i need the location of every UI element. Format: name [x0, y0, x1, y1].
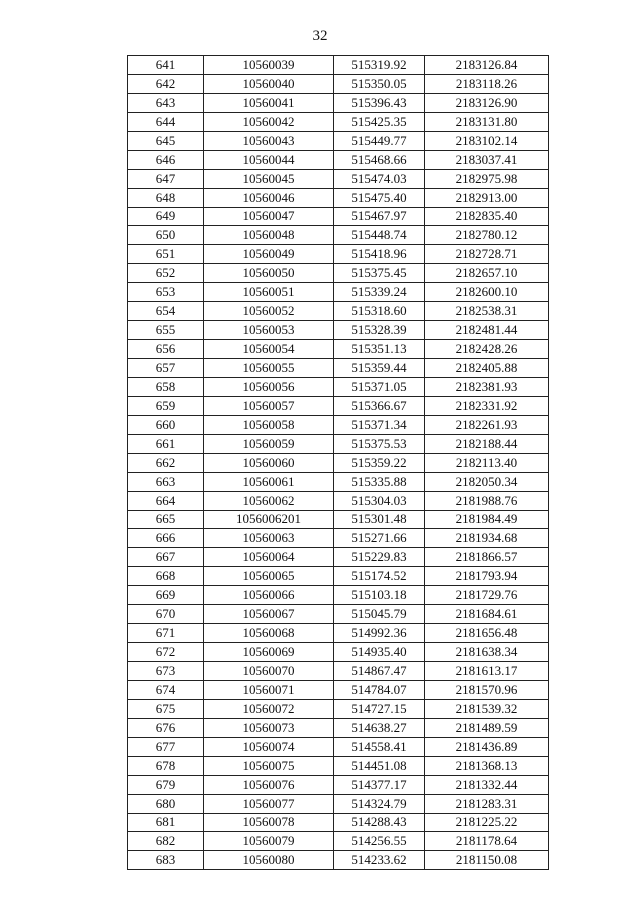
table-row: [128, 207, 549, 226]
point-id-cell: 10560055: [204, 359, 334, 378]
table-row: [128, 472, 549, 491]
y-coordinate-cell: 2182428.26: [425, 340, 549, 359]
x-coordinate-cell: 515304.03: [334, 491, 425, 510]
y-coordinate-cell: 2182835.40: [425, 207, 549, 226]
table-row: [128, 510, 549, 529]
table-row: [128, 529, 549, 548]
y-coordinate-cell: 2181934.68: [425, 529, 549, 548]
point-number-cell: 646: [128, 150, 204, 169]
x-coordinate-cell: 515359.22: [334, 453, 425, 472]
point-id-cell: 10560054: [204, 340, 334, 359]
point-id-cell: 10560048: [204, 226, 334, 245]
y-coordinate-cell: 2182381.93: [425, 377, 549, 396]
x-coordinate-cell: 515319.92: [334, 56, 425, 75]
table-row: [128, 434, 549, 453]
point-id-cell: 10560067: [204, 605, 334, 624]
point-number-cell: 678: [128, 756, 204, 775]
x-coordinate-cell: 515351.13: [334, 340, 425, 359]
y-coordinate-cell: 2181684.61: [425, 605, 549, 624]
point-number-cell: 682: [128, 832, 204, 851]
point-id-cell: 10560062: [204, 491, 334, 510]
point-number-cell: 658: [128, 377, 204, 396]
point-number-cell: 683: [128, 851, 204, 870]
y-coordinate-cell: 2181150.08: [425, 851, 549, 870]
table-row: [128, 586, 549, 605]
point-id-cell: 10560040: [204, 74, 334, 93]
point-number-cell: 653: [128, 283, 204, 302]
table-row: [128, 567, 549, 586]
point-number-cell: 651: [128, 245, 204, 264]
table-row: [128, 283, 549, 302]
table-row: [128, 264, 549, 283]
table-row: [128, 737, 549, 756]
x-coordinate-cell: 515045.79: [334, 605, 425, 624]
table-row: [128, 377, 549, 396]
x-coordinate-cell: 515318.60: [334, 302, 425, 321]
y-coordinate-cell: 2182188.44: [425, 434, 549, 453]
point-number-cell: 644: [128, 112, 204, 131]
y-coordinate-cell: 2181436.89: [425, 737, 549, 756]
point-number-cell: 672: [128, 643, 204, 662]
y-coordinate-cell: 2182600.10: [425, 283, 549, 302]
point-id-cell: 10560071: [204, 680, 334, 699]
x-coordinate-cell: 515339.24: [334, 283, 425, 302]
y-coordinate-cell: 2182780.12: [425, 226, 549, 245]
point-id-cell: 10560068: [204, 624, 334, 643]
point-number-cell: 661: [128, 434, 204, 453]
point-id-cell: 10560078: [204, 813, 334, 832]
x-coordinate-cell: 515468.66: [334, 150, 425, 169]
x-coordinate-cell: 514727.15: [334, 699, 425, 718]
table-row: [128, 131, 549, 150]
point-number-cell: 660: [128, 415, 204, 434]
table-row: [128, 188, 549, 207]
x-coordinate-cell: 514324.79: [334, 794, 425, 813]
table-row: [128, 302, 549, 321]
point-id-cell: 10560060: [204, 453, 334, 472]
point-number-cell: 675: [128, 699, 204, 718]
point-id-cell: 10560058: [204, 415, 334, 434]
point-id-cell: 10560063: [204, 529, 334, 548]
point-number-cell: 670: [128, 605, 204, 624]
y-coordinate-cell: 2181489.59: [425, 718, 549, 737]
y-coordinate-cell: 2182975.98: [425, 169, 549, 188]
point-number-cell: 657: [128, 359, 204, 378]
table-row: [128, 245, 549, 264]
point-number-cell: 676: [128, 718, 204, 737]
point-id-cell: 10560075: [204, 756, 334, 775]
point-number-cell: 665: [128, 510, 204, 529]
point-number-cell: 649: [128, 207, 204, 226]
table-row: [128, 112, 549, 131]
table-row: [128, 756, 549, 775]
x-coordinate-cell: 515271.66: [334, 529, 425, 548]
y-coordinate-cell: 2181225.22: [425, 813, 549, 832]
y-coordinate-cell: 2181638.34: [425, 643, 549, 662]
y-coordinate-cell: 2181283.31: [425, 794, 549, 813]
table-row: [128, 794, 549, 813]
x-coordinate-cell: 514256.55: [334, 832, 425, 851]
x-coordinate-cell: 515335.88: [334, 472, 425, 491]
point-id-cell: 10560053: [204, 321, 334, 340]
point-id-cell: 10560056: [204, 377, 334, 396]
x-coordinate-cell: 514233.62: [334, 851, 425, 870]
table-row: [128, 662, 549, 681]
point-id-cell: 10560046: [204, 188, 334, 207]
y-coordinate-cell: 2181984.49: [425, 510, 549, 529]
table-row: [128, 74, 549, 93]
x-coordinate-cell: 515359.44: [334, 359, 425, 378]
point-number-cell: 643: [128, 93, 204, 112]
table-row: [128, 718, 549, 737]
x-coordinate-cell: 515375.53: [334, 434, 425, 453]
point-id-cell: 10560051: [204, 283, 334, 302]
x-coordinate-cell: 514935.40: [334, 643, 425, 662]
point-number-cell: 647: [128, 169, 204, 188]
point-id-cell: 10560045: [204, 169, 334, 188]
table-row: [128, 832, 549, 851]
y-coordinate-cell: 2182728.71: [425, 245, 549, 264]
y-coordinate-cell: 2181539.32: [425, 699, 549, 718]
y-coordinate-cell: 2181656.48: [425, 624, 549, 643]
y-coordinate-cell: 2182538.31: [425, 302, 549, 321]
point-id-cell: 10560066: [204, 586, 334, 605]
point-id-cell: 10560061: [204, 472, 334, 491]
x-coordinate-cell: 514558.41: [334, 737, 425, 756]
point-id-cell: 10560065: [204, 567, 334, 586]
coordinates-table: [127, 55, 549, 870]
y-coordinate-cell: 2182113.40: [425, 453, 549, 472]
x-coordinate-cell: 514377.17: [334, 775, 425, 794]
point-number-cell: 645: [128, 131, 204, 150]
point-number-cell: 655: [128, 321, 204, 340]
table-row: [128, 699, 549, 718]
x-coordinate-cell: 515366.67: [334, 396, 425, 415]
table-row: [128, 548, 549, 567]
point-id-cell: 1056006201: [204, 510, 334, 529]
point-id-cell: 10560047: [204, 207, 334, 226]
y-coordinate-cell: 2182050.34: [425, 472, 549, 491]
table-row: [128, 851, 549, 870]
y-coordinate-cell: 2181793.94: [425, 567, 549, 586]
point-id-cell: 10560069: [204, 643, 334, 662]
point-number-cell: 671: [128, 624, 204, 643]
y-coordinate-cell: 2181988.76: [425, 491, 549, 510]
x-coordinate-cell: 515448.74: [334, 226, 425, 245]
table-row: [128, 169, 549, 188]
point-id-cell: 10560043: [204, 131, 334, 150]
table-row: [128, 813, 549, 832]
y-coordinate-cell: 2183126.84: [425, 56, 549, 75]
table-row: [128, 643, 549, 662]
table-row: [128, 415, 549, 434]
point-id-cell: 10560064: [204, 548, 334, 567]
x-coordinate-cell: 514638.27: [334, 718, 425, 737]
y-coordinate-cell: 2182481.44: [425, 321, 549, 340]
table-row: [128, 396, 549, 415]
point-number-cell: 664: [128, 491, 204, 510]
y-coordinate-cell: 2182913.00: [425, 188, 549, 207]
y-coordinate-cell: 2183118.26: [425, 74, 549, 93]
x-coordinate-cell: 515229.83: [334, 548, 425, 567]
x-coordinate-cell: 515371.05: [334, 377, 425, 396]
point-id-cell: 10560059: [204, 434, 334, 453]
table-row: [128, 453, 549, 472]
x-coordinate-cell: 515301.48: [334, 510, 425, 529]
point-id-cell: 10560052: [204, 302, 334, 321]
table-row: [128, 340, 549, 359]
point-number-cell: 650: [128, 226, 204, 245]
point-id-cell: 10560077: [204, 794, 334, 813]
point-id-cell: 10560057: [204, 396, 334, 415]
y-coordinate-cell: 2181613.17: [425, 662, 549, 681]
point-number-cell: 673: [128, 662, 204, 681]
point-id-cell: 10560076: [204, 775, 334, 794]
y-coordinate-cell: 2182657.10: [425, 264, 549, 283]
y-coordinate-cell: 2181178.64: [425, 832, 549, 851]
point-id-cell: 10560070: [204, 662, 334, 681]
point-id-cell: 10560072: [204, 699, 334, 718]
y-coordinate-cell: 2183131.80: [425, 112, 549, 131]
y-coordinate-cell: 2182331.92: [425, 396, 549, 415]
x-coordinate-cell: 514451.08: [334, 756, 425, 775]
x-coordinate-cell: 514784.07: [334, 680, 425, 699]
point-number-cell: 669: [128, 586, 204, 605]
point-number-cell: 679: [128, 775, 204, 794]
x-coordinate-cell: 515103.18: [334, 586, 425, 605]
x-coordinate-cell: 515350.05: [334, 74, 425, 93]
y-coordinate-cell: 2181368.13: [425, 756, 549, 775]
point-number-cell: 667: [128, 548, 204, 567]
x-coordinate-cell: 515449.77: [334, 131, 425, 150]
x-coordinate-cell: 515174.52: [334, 567, 425, 586]
point-id-cell: 10560041: [204, 93, 334, 112]
x-coordinate-cell: 515418.96: [334, 245, 425, 264]
y-coordinate-cell: 2181332.44: [425, 775, 549, 794]
x-coordinate-cell: 515328.39: [334, 321, 425, 340]
point-number-cell: 668: [128, 567, 204, 586]
x-coordinate-cell: 515475.40: [334, 188, 425, 207]
y-coordinate-cell: 2183037.41: [425, 150, 549, 169]
y-coordinate-cell: 2181570.96: [425, 680, 549, 699]
table-row: [128, 56, 549, 75]
x-coordinate-cell: 514288.43: [334, 813, 425, 832]
point-number-cell: 662: [128, 453, 204, 472]
y-coordinate-cell: 2182261.93: [425, 415, 549, 434]
point-number-cell: 642: [128, 74, 204, 93]
point-id-cell: 10560079: [204, 832, 334, 851]
point-number-cell: 674: [128, 680, 204, 699]
point-id-cell: 10560080: [204, 851, 334, 870]
y-coordinate-cell: 2183102.14: [425, 131, 549, 150]
coordinates-table-body: [128, 56, 549, 870]
point-number-cell: 677: [128, 737, 204, 756]
point-id-cell: 10560050: [204, 264, 334, 283]
table-row: [128, 624, 549, 643]
x-coordinate-cell: 515474.03: [334, 169, 425, 188]
point-number-cell: 659: [128, 396, 204, 415]
table-row: [128, 605, 549, 624]
y-coordinate-cell: 2183126.90: [425, 93, 549, 112]
x-coordinate-cell: 515371.34: [334, 415, 425, 434]
point-id-cell: 10560039: [204, 56, 334, 75]
y-coordinate-cell: 2182405.88: [425, 359, 549, 378]
table-row: [128, 680, 549, 699]
x-coordinate-cell: 515425.35: [334, 112, 425, 131]
point-id-cell: 10560074: [204, 737, 334, 756]
point-number-cell: 654: [128, 302, 204, 321]
table-row: [128, 93, 549, 112]
page-number: 32: [312, 28, 328, 44]
x-coordinate-cell: 515467.97: [334, 207, 425, 226]
x-coordinate-cell: 515375.45: [334, 264, 425, 283]
table-row: [128, 150, 549, 169]
table-row: [128, 491, 549, 510]
point-id-cell: 10560044: [204, 150, 334, 169]
point-number-cell: 641: [128, 56, 204, 75]
x-coordinate-cell: 515396.43: [334, 93, 425, 112]
point-number-cell: 648: [128, 188, 204, 207]
point-number-cell: 681: [128, 813, 204, 832]
table-row: [128, 359, 549, 378]
y-coordinate-cell: 2181729.76: [425, 586, 549, 605]
point-id-cell: 10560049: [204, 245, 334, 264]
point-number-cell: 656: [128, 340, 204, 359]
point-number-cell: 680: [128, 794, 204, 813]
table-row: [128, 226, 549, 245]
point-id-cell: 10560042: [204, 112, 334, 131]
table-row: [128, 321, 549, 340]
point-number-cell: 652: [128, 264, 204, 283]
x-coordinate-cell: 514867.47: [334, 662, 425, 681]
table-row: [128, 775, 549, 794]
point-number-cell: 666: [128, 529, 204, 548]
x-coordinate-cell: 514992.36: [334, 624, 425, 643]
point-number-cell: 663: [128, 472, 204, 491]
point-id-cell: 10560073: [204, 718, 334, 737]
y-coordinate-cell: 2181866.57: [425, 548, 549, 567]
